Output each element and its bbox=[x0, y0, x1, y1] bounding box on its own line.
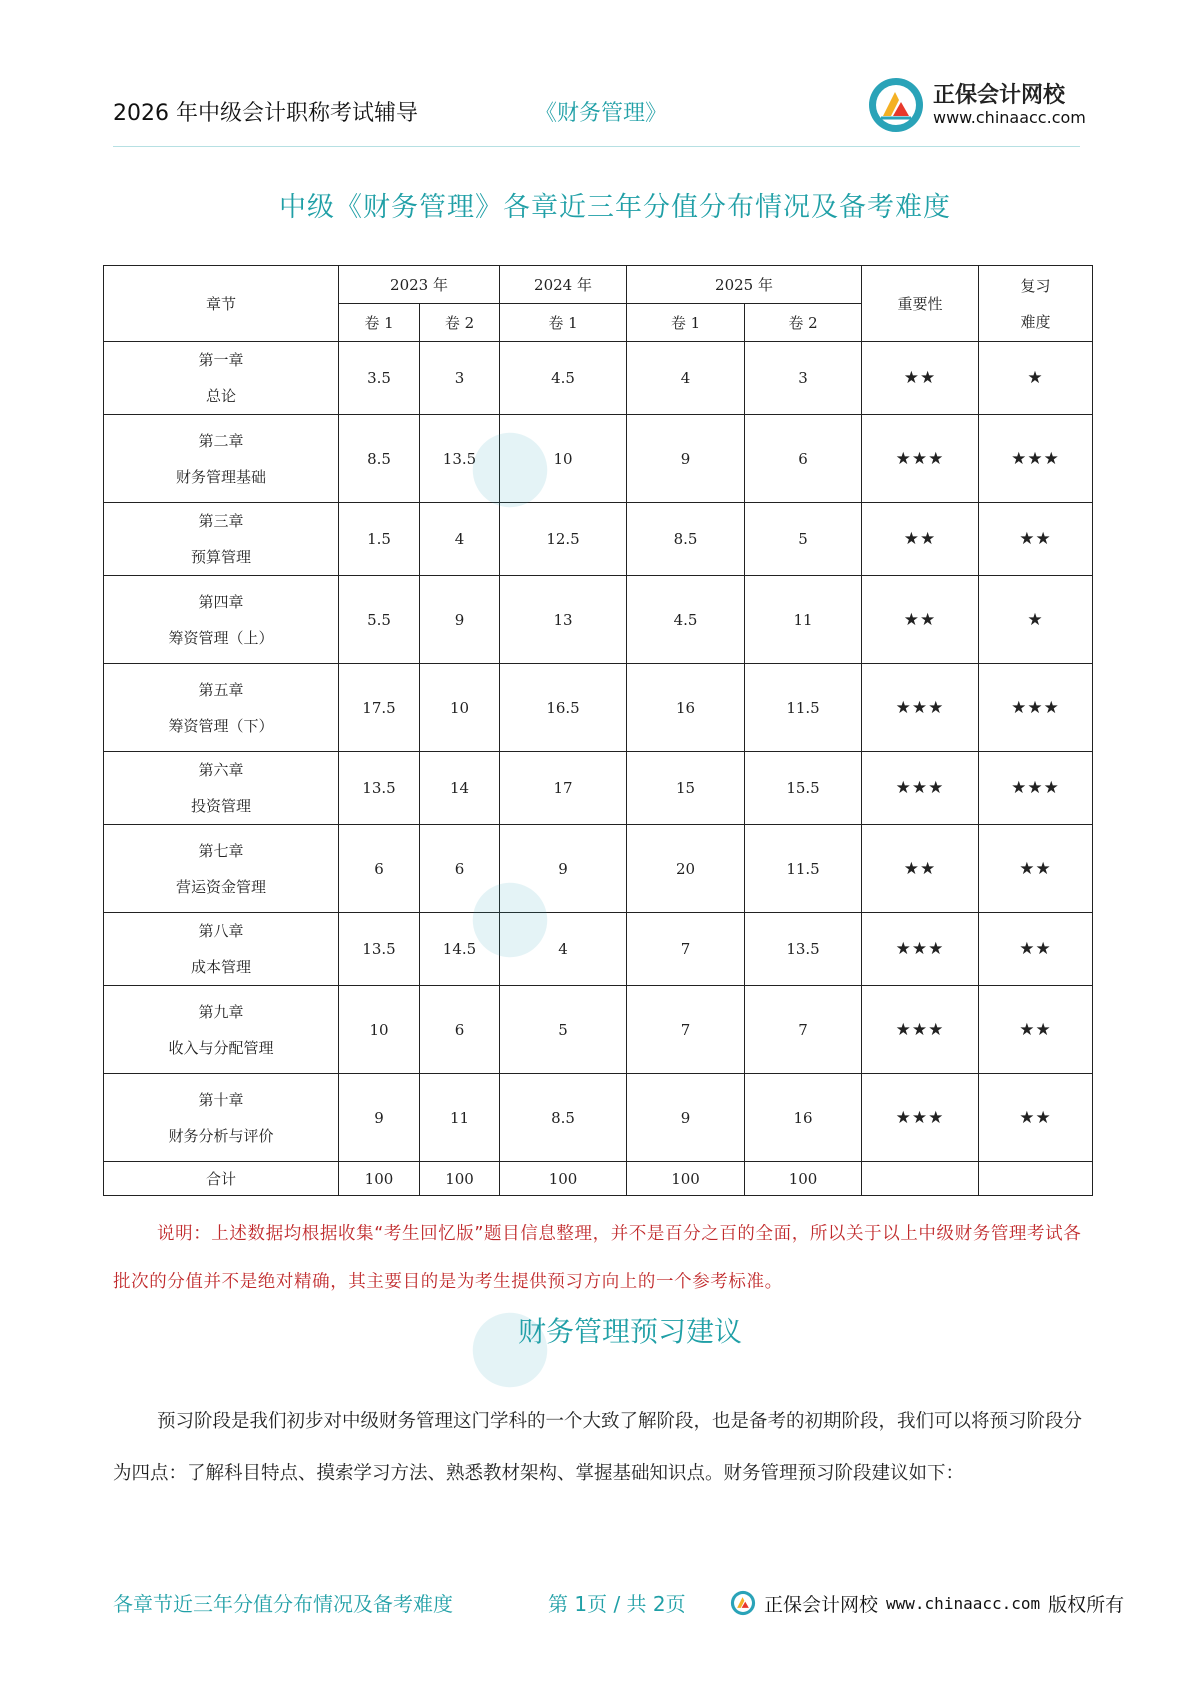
header-year-2025: 2025 年 bbox=[627, 266, 862, 304]
difficulty-stars: ★ bbox=[979, 576, 1093, 664]
header-difficulty-line2: 难度 bbox=[1020, 312, 1051, 331]
importance-stars: ★★★ bbox=[862, 986, 979, 1074]
difficulty-stars: ★★ bbox=[979, 825, 1093, 913]
importance-stars: ★★ bbox=[862, 825, 979, 913]
score-2024-vol1: 4.5 bbox=[500, 342, 627, 415]
score-2023-vol1: 1.5 bbox=[339, 503, 420, 576]
total-2023-vol2: 100 bbox=[420, 1162, 500, 1196]
chapter-number: 第二章 bbox=[198, 431, 244, 450]
score-2024-vol1: 13 bbox=[500, 576, 627, 664]
total-2024-vol1: 100 bbox=[500, 1162, 627, 1196]
score-2025-vol2: 5 bbox=[745, 503, 862, 576]
score-distribution-table bbox=[103, 265, 1093, 1196]
importance-stars: ★★★ bbox=[862, 913, 979, 986]
score-2025-vol1: 20 bbox=[627, 825, 745, 913]
score-2025-vol1: 16 bbox=[627, 664, 745, 752]
chapter-number: 第六章 bbox=[198, 761, 244, 779]
chapter-number: 第十章 bbox=[198, 1090, 244, 1109]
score-2023-vol1: 6 bbox=[339, 825, 420, 913]
chapter-number: 第四章 bbox=[198, 592, 244, 611]
footer-brand-name: 正保会计网校 bbox=[764, 1593, 879, 1616]
score-2023-vol2: 13.5 bbox=[420, 415, 500, 503]
chapter-number: 第三章 bbox=[198, 512, 244, 530]
score-2023-vol1: 13.5 bbox=[339, 752, 420, 825]
score-2025-vol1: 4 bbox=[627, 342, 745, 415]
chapter-name: 财务分析与评价 bbox=[168, 1126, 274, 1145]
score-2024-vol1: 9 bbox=[500, 825, 627, 913]
chapter-name: 收入与分配管理 bbox=[168, 1038, 274, 1057]
score-2025-vol1: 9 bbox=[627, 1074, 745, 1162]
score-2025-vol2: 15.5 bbox=[745, 752, 862, 825]
chapter-name: 成本管理 bbox=[190, 958, 251, 976]
importance-stars: ★★★ bbox=[862, 752, 979, 825]
score-2023-vol2: 3 bbox=[420, 342, 500, 415]
logo-icon bbox=[867, 76, 925, 134]
score-2023-vol1: 9 bbox=[339, 1074, 420, 1162]
chapter-cell bbox=[104, 752, 339, 825]
score-2025-vol2: 7 bbox=[745, 986, 862, 1074]
difficulty-stars: ★★ bbox=[979, 1074, 1093, 1162]
score-2025-vol2: 16 bbox=[745, 1074, 862, 1162]
score-table-body bbox=[104, 342, 1093, 1196]
difficulty-stars: ★★ bbox=[979, 913, 1093, 986]
chapter-cell bbox=[104, 342, 339, 415]
header-title: 2026 年中级会计职称考试辅导 bbox=[113, 101, 418, 126]
chapter-name: 预算管理 bbox=[190, 548, 251, 566]
chapter-cell bbox=[104, 825, 339, 913]
header-2025-vol1: 卷 1 bbox=[627, 304, 745, 342]
difficulty-stars: ★★★ bbox=[979, 664, 1093, 752]
score-2023-vol2: 6 bbox=[420, 986, 500, 1074]
header-course-name: 《财务管理》 bbox=[535, 101, 668, 126]
score-2023-vol1: 10 bbox=[339, 986, 420, 1074]
chapter-number: 第八章 bbox=[198, 922, 244, 940]
score-2025-vol2: 6 bbox=[745, 415, 862, 503]
chapter-name: 筹资管理（上） bbox=[168, 628, 274, 647]
score-2025-vol1: 8.5 bbox=[627, 503, 745, 576]
score-2023-vol2: 6 bbox=[420, 825, 500, 913]
importance-stars: ★★ bbox=[862, 342, 979, 415]
score-2025-vol1: 7 bbox=[627, 986, 745, 1074]
footer-logo-icon bbox=[730, 1590, 756, 1616]
chapter-number: 第九章 bbox=[198, 1002, 244, 1021]
score-2024-vol1: 5 bbox=[500, 986, 627, 1074]
score-2023-vol2: 14 bbox=[420, 752, 500, 825]
footer-url[interactable]: www.chinaacc.com bbox=[886, 1593, 1041, 1613]
score-2025-vol2: 11 bbox=[745, 576, 862, 664]
score-2025-vol1: 15 bbox=[627, 752, 745, 825]
chapter-cell bbox=[104, 415, 339, 503]
footer-page-indicator: 第 1页 / 共 2页 bbox=[548, 1592, 686, 1616]
score-2025-vol2: 13.5 bbox=[745, 913, 862, 986]
score-2023-vol2: 14.5 bbox=[420, 913, 500, 986]
importance-stars: ★★★ bbox=[862, 1074, 979, 1162]
footer-doc-title: 各章节近三年分值分布情况及备考难度 bbox=[113, 1592, 453, 1616]
total-difficulty-empty bbox=[979, 1162, 1093, 1196]
difficulty-stars: ★ bbox=[979, 342, 1093, 415]
data-disclaimer-note: 说明：上述数据均根据收集“考生回忆版”题目信息整理，并不是百分之百的全面，所以关于以上中级财务管理考试各批次的分值并不是绝对精确，其主要目的是为考生提供预习方向上的一个参考标准。 bbox=[113, 1224, 1082, 1292]
chapter-number: 第五章 bbox=[198, 680, 244, 699]
chapter-cell bbox=[104, 1074, 339, 1162]
header-difficulty-line1: 复习 bbox=[1020, 276, 1051, 295]
section-title: 财务管理预习建议 bbox=[517, 1315, 742, 1348]
chapter-cell bbox=[104, 664, 339, 752]
table-row bbox=[104, 342, 1093, 415]
table-row bbox=[104, 576, 1093, 664]
score-2025-vol2: 3 bbox=[745, 342, 862, 415]
score-2024-vol1: 16.5 bbox=[500, 664, 627, 752]
score-2023-vol2: 10 bbox=[420, 664, 500, 752]
difficulty-stars: ★★★ bbox=[979, 752, 1093, 825]
importance-stars: ★★ bbox=[862, 576, 979, 664]
header-2024-vol1: 卷 1 bbox=[500, 304, 627, 342]
importance-stars: ★★★ bbox=[862, 415, 979, 503]
document-title: 中级《财务管理》各章近三年分值分布情况及备考难度 bbox=[279, 192, 951, 223]
score-2024-vol1: 4 bbox=[500, 913, 627, 986]
score-2024-vol1: 17 bbox=[500, 752, 627, 825]
score-2025-vol1: 7 bbox=[627, 913, 745, 986]
brand-logo[interactable] bbox=[867, 74, 1107, 138]
difficulty-stars: ★★★ bbox=[979, 415, 1093, 503]
footer-copyright bbox=[730, 1588, 1124, 1618]
header-2025-vol2: 卷 2 bbox=[745, 304, 862, 342]
total-2025-vol1: 100 bbox=[627, 1162, 745, 1196]
score-2023-vol1: 17.5 bbox=[339, 664, 420, 752]
score-2023-vol1: 8.5 bbox=[339, 415, 420, 503]
chapter-name: 投资管理 bbox=[190, 797, 251, 815]
header-year-2023: 2023 年 bbox=[339, 266, 500, 304]
header-2023-vol1: 卷 1 bbox=[339, 304, 420, 342]
score-2025-vol2: 11.5 bbox=[745, 825, 862, 913]
score-2023-vol1: 3.5 bbox=[339, 342, 420, 415]
table-row bbox=[104, 752, 1093, 825]
importance-stars: ★★★ bbox=[862, 664, 979, 752]
difficulty-stars: ★★ bbox=[979, 986, 1093, 1074]
score-2023-vol1: 5.5 bbox=[339, 576, 420, 664]
table-row bbox=[104, 986, 1093, 1074]
chapter-name: 营运资金管理 bbox=[175, 877, 266, 896]
difficulty-stars: ★★ bbox=[979, 503, 1093, 576]
score-2023-vol2: 11 bbox=[420, 1074, 500, 1162]
body-paragraph: 预习阶段是我们初步对中级财务管理这门学科的一个大致了解阶段，也是备考的初期阶段，我们可以将预习阶段分为四点：了解科目特点、摸索学习方法、熟悉教材架构、掌握基础知识点。财务管理预习阶段建议如下： bbox=[113, 1411, 1083, 1484]
score-2024-vol1: 12.5 bbox=[500, 503, 627, 576]
table-row bbox=[104, 825, 1093, 913]
table-row bbox=[104, 415, 1093, 503]
chapter-name: 总论 bbox=[205, 387, 236, 405]
table-row bbox=[104, 503, 1093, 576]
footer-rights: 版权所有 bbox=[1048, 1593, 1125, 1616]
score-2023-vol2: 4 bbox=[420, 503, 500, 576]
score-2023-vol1: 13.5 bbox=[339, 913, 420, 986]
table-total-row bbox=[104, 1162, 1093, 1196]
header-2023-vol2: 卷 2 bbox=[420, 304, 500, 342]
table-row bbox=[104, 664, 1093, 752]
score-2025-vol2: 11.5 bbox=[745, 664, 862, 752]
score-2025-vol1: 4.5 bbox=[627, 576, 745, 664]
score-2024-vol1: 8.5 bbox=[500, 1074, 627, 1162]
header-year-2024: 2024 年 bbox=[500, 266, 627, 304]
total-label: 合计 bbox=[104, 1162, 339, 1196]
chapter-number: 第七章 bbox=[198, 841, 244, 860]
chapter-name: 财务管理基础 bbox=[175, 467, 266, 486]
chapter-cell bbox=[104, 576, 339, 664]
total-2023-vol1: 100 bbox=[339, 1162, 420, 1196]
total-2025-vol2: 100 bbox=[745, 1162, 862, 1196]
table-row bbox=[104, 1074, 1093, 1162]
header-chapter: 章节 bbox=[104, 266, 339, 342]
chapter-number: 第一章 bbox=[198, 351, 244, 369]
total-importance-empty bbox=[862, 1162, 979, 1196]
score-2024-vol1: 10 bbox=[500, 415, 627, 503]
chapter-cell bbox=[104, 503, 339, 576]
score-2025-vol1: 9 bbox=[627, 415, 745, 503]
header-importance: 重要性 bbox=[862, 266, 979, 342]
logo-url: www.chinaacc.com bbox=[933, 108, 1086, 127]
header-difficulty bbox=[979, 266, 1093, 342]
importance-stars: ★★ bbox=[862, 503, 979, 576]
chapter-cell bbox=[104, 913, 339, 986]
table-row bbox=[104, 913, 1093, 986]
logo-brand-name: 正保会计网校 bbox=[933, 83, 1066, 108]
header-divider bbox=[113, 146, 1080, 147]
score-2023-vol2: 9 bbox=[420, 576, 500, 664]
chapter-name: 筹资管理（下） bbox=[168, 716, 274, 735]
chapter-cell bbox=[104, 986, 339, 1074]
